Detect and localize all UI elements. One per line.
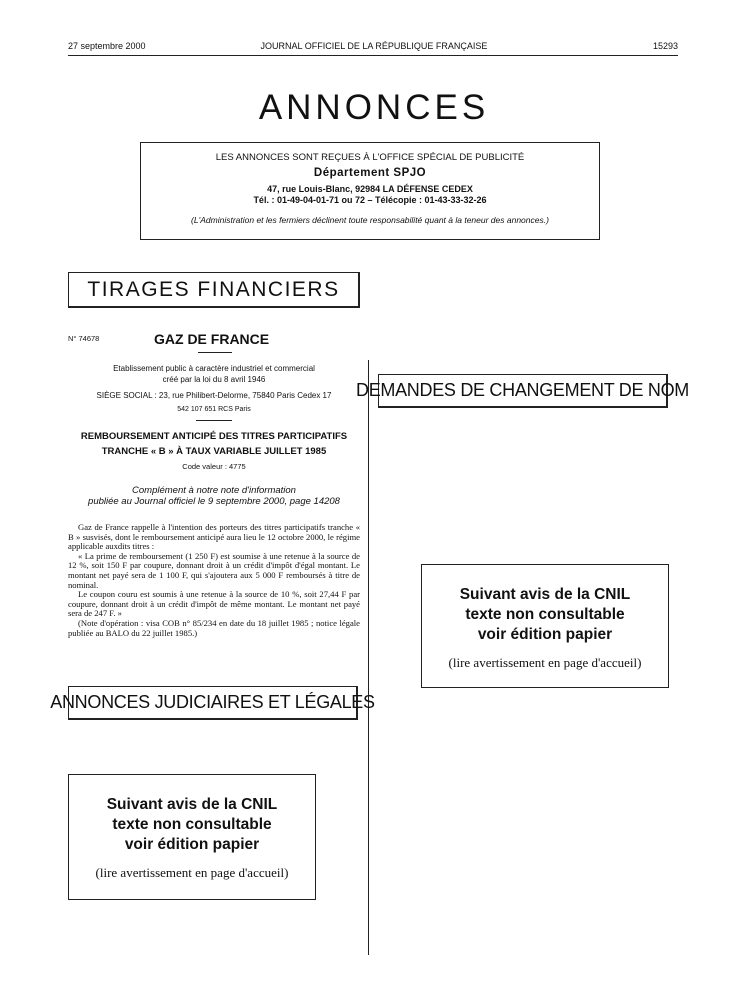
heading-line-1: REMBOURSEMENT ANTICIPÉ DES TITRES PARTICIPATIFS (80, 431, 348, 442)
info-address: 47, rue Louis-Blanc, 92984 LA DÉFENSE CEDEX (267, 184, 473, 194)
desc-rule (196, 420, 232, 421)
announcement-heading (68, 429, 360, 459)
info-department: Département SPJO (313, 167, 427, 179)
cnil-notice-right (421, 564, 669, 688)
cnil-note: (lire avertissement en page d'accueil) (448, 655, 642, 670)
cnil-line-3: voir édition papier (124, 836, 260, 853)
cnil-note: (lire avertissement en page d'accueil) (95, 865, 289, 880)
cnil-line-2: texte non consultable (112, 816, 272, 833)
complement-line-1: Complément à notre note d'information (132, 485, 296, 496)
cnil-line-2: texte non consultable (465, 606, 625, 623)
column-divider (368, 360, 369, 955)
header-page-number: 15293 (652, 41, 678, 51)
info-phone: Tél. : 01-49-04-01-71 ou 72 – Télécopie : 01-43-33-32-26 (253, 195, 487, 205)
company-name: GAZ DE FRANCE (154, 331, 270, 347)
header-rule (68, 55, 678, 56)
cnil-line-3: voir édition papier (477, 626, 613, 643)
desc-siege-social: SIÈGE SOCIAL : 23, rue Philibert-Delorme, 75840 Paris Cedex 17 (96, 391, 332, 400)
company-rule (198, 352, 232, 353)
announcement-body (68, 523, 360, 638)
complement-note (68, 485, 360, 507)
section-heading-demandes: DEMANDES DE CHANGEMENT DE NOM (378, 374, 668, 408)
info-disclaimer: (L'Administration et les fermiers déclinent toute responsabilité quant à la teneur des annonces.) (191, 215, 549, 225)
header-date: 27 septembre 2000 (68, 41, 146, 51)
cnil-line-1: Suivant avis de la CNIL (459, 586, 631, 603)
body-paragraph-2: « La prime de remboursement (1 250 F) est soumise à une retenue à la source de 12 %, soit 150 F par coupure, donnant droit à un crédit d'impôt d'égal montant. Le montant net payé sera de 1 100 F, qui s'ajoutera aux 5 000 F remboursés à titre de nominal. (68, 550, 360, 590)
section-heading-tirages: TIRAGES FINANCIERS (68, 272, 360, 308)
info-box (140, 142, 600, 240)
heading-line-2: TRANCHE « B » À TAUX VARIABLE JUILLET 1985 (101, 446, 327, 457)
body-paragraph-1: Gaz de France rappelle à l'intention des porteurs des titres participatifs tranche « B » susvisés, dont le remboursement anticipé aura lieu le 12 octobre 2000, le régime applicable auxdits titres : (68, 522, 360, 552)
complement-line-2: publiée au Journal officiel le 9 septembre 2000, page 14208 (88, 496, 340, 507)
company-description (68, 363, 360, 415)
announcement-number: N° 74678 (68, 334, 100, 343)
page-title: ANNONCES (258, 88, 490, 127)
desc-line-1: Etablissement public à caractère industriel et commercial (113, 364, 315, 373)
info-line-1: LES ANNONCES SONT REÇUES À L'OFFICE SPÉCIAL DE PUBLICITÉ (215, 152, 525, 163)
body-paragraph-3: Le coupon couru est soumis à une retenue à la source de 10 %, soit 27,44 F par coupure, donnant droit à un crédit d'impôt de même montant. Le montant net payé sera de 247 F. » (68, 589, 360, 619)
code-valeur: Code valeur : 4775 (182, 462, 246, 471)
desc-rcs: 542 107 651 RCS Paris (177, 406, 251, 413)
header-journal-title: JOURNAL OFFICIEL DE LA RÉPUBLIQUE FRANÇAISE (260, 41, 488, 51)
cnil-notice-left (68, 774, 316, 900)
cnil-line-1: Suivant avis de la CNIL (106, 796, 278, 813)
section-heading-judiciaires: ANNONCES JUDICIAIRES ET LÉGALES (68, 686, 358, 720)
desc-line-2: créé par la loi du 8 avril 1946 (162, 375, 266, 384)
body-paragraph-4: (Note d'opération : visa COB n° 85/234 en date du 18 juillet 1985 ; notice légale publiée au BALO du 22 juillet 1985.) (68, 617, 360, 638)
